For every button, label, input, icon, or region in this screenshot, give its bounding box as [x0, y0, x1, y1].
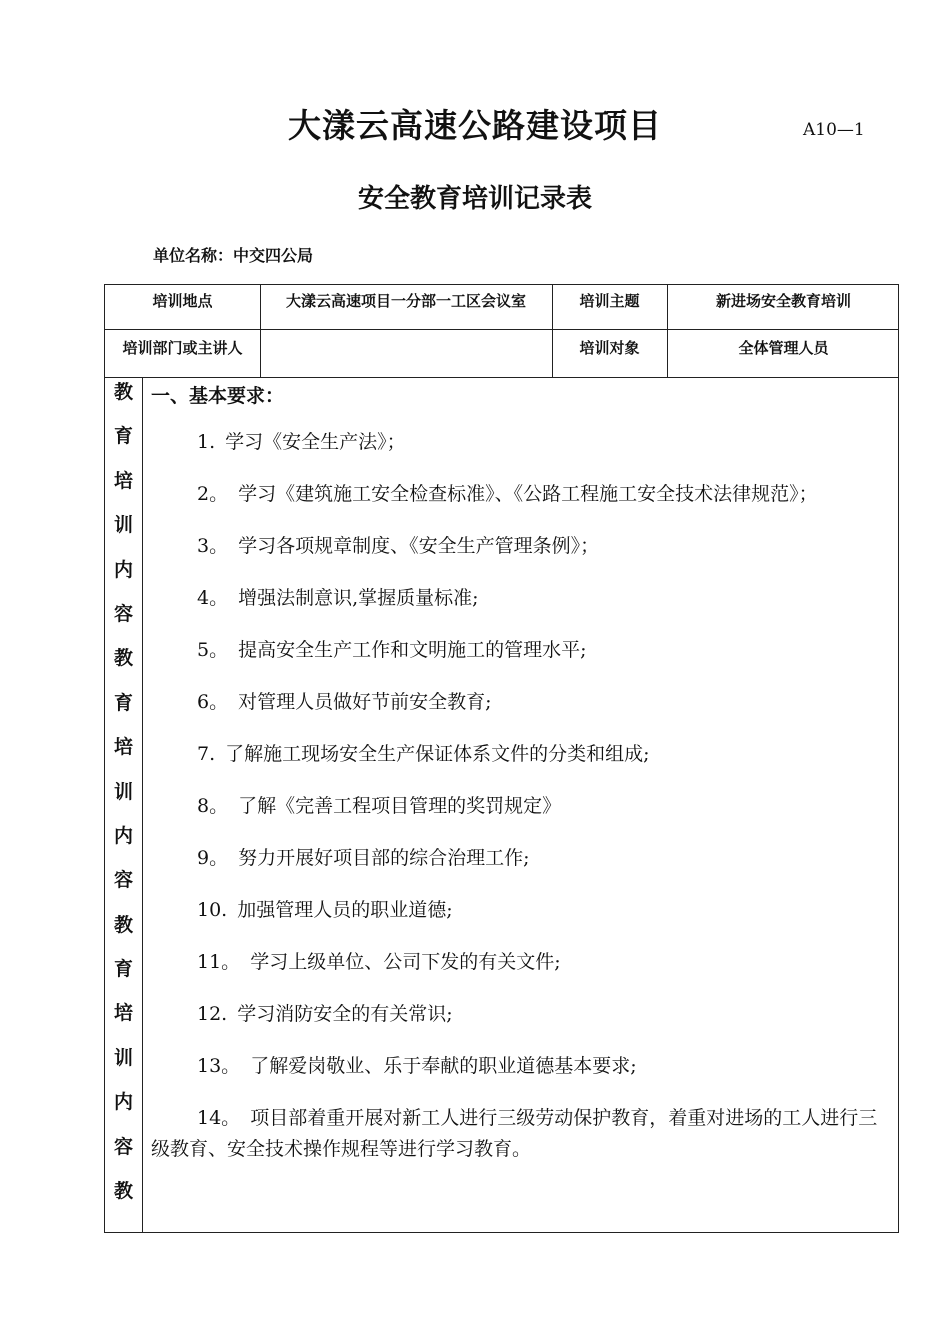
item-text: 努力开展好项目部的综合治理工作;	[238, 847, 530, 869]
item-text: 加强管理人员的职业道德;	[237, 899, 453, 921]
list-item	[151, 427, 893, 458]
side-char: 容	[113, 602, 133, 625]
item-number: 6。	[197, 691, 229, 713]
item-text: 增强法制意识,掌握质量标准;	[238, 587, 479, 609]
training-record-table	[104, 284, 899, 1233]
item-number: 7.	[197, 743, 216, 765]
side-char: 培	[113, 1002, 133, 1025]
item-text: 了解施工现场安全生产保证体系文件的分类和组成;	[225, 743, 650, 765]
side-char: 教	[113, 1180, 133, 1203]
item-number: 11。	[197, 951, 241, 973]
item-number: 1.	[197, 431, 216, 453]
row-divider	[105, 377, 898, 378]
side-char: 内	[113, 824, 133, 847]
list-item	[151, 531, 893, 562]
item-text: 学习各项规章制度、《安全生产管理条例》；	[238, 535, 600, 557]
item-text: 项目部着重开展对新工人进行三级劳动保护教育，着重对进场的工人进行三级教育、安全技术操作规程等进行学习教育。	[151, 1107, 878, 1160]
side-char: 内	[113, 1091, 133, 1114]
item-number: 13。	[197, 1055, 241, 1077]
topic-label: 培训主题	[579, 292, 640, 310]
side-char: 训	[113, 780, 133, 803]
content-heading: 一、基本要求：	[151, 385, 285, 407]
side-char: 容	[113, 1135, 133, 1158]
list-item	[151, 843, 893, 874]
item-text: 了解爱岗敬业、乐于奉献的职业道德基本要求;	[250, 1055, 637, 1077]
side-char: 育	[113, 691, 133, 714]
side-char: 教	[113, 913, 133, 936]
item-text: 学习上级单位、公司下发的有关文件;	[250, 951, 561, 973]
item-text: 了解《完善工程项目管理的奖罚规定》	[238, 795, 562, 817]
list-item	[151, 1103, 893, 1165]
content-side-label	[105, 377, 142, 1220]
document-title: 大漾云高速公路建设项目	[288, 106, 662, 145]
side-char: 训	[113, 514, 133, 537]
location-value: 大漾云高速项目一分部一工区会议室	[285, 292, 526, 310]
item-number: 2。	[197, 483, 229, 505]
item-text: 学习消防安全的有关常识;	[237, 1003, 453, 1025]
side-char: 内	[113, 558, 133, 581]
item-number: 10.	[197, 899, 228, 921]
list-item	[151, 999, 893, 1030]
list-item	[151, 739, 893, 770]
item-number: 4。	[197, 587, 229, 609]
item-text: 学习《安全生产法》；	[225, 431, 406, 453]
list-item	[151, 479, 893, 510]
item-number: 12.	[197, 1003, 228, 1025]
target-label: 培训对象	[579, 339, 640, 357]
department-label: 培训部门或主讲人	[122, 339, 243, 357]
side-char: 教	[113, 381, 133, 403]
topic-value: 新进场安全教育培训	[715, 292, 851, 310]
list-item	[151, 687, 893, 718]
list-item	[151, 791, 893, 822]
list-item	[151, 1051, 893, 1082]
list-item	[151, 583, 893, 614]
list-item	[151, 947, 893, 978]
item-text: 对管理人员做好节前安全教育;	[238, 691, 492, 713]
item-number: 9。	[197, 847, 229, 869]
form-code: A10—1	[803, 120, 865, 140]
side-char: 容	[113, 869, 133, 892]
list-item	[151, 895, 893, 926]
row-divider	[105, 329, 898, 330]
unit-name-line: 单位名称：中交四公局	[153, 246, 314, 265]
target-value: 全体管理人员	[738, 339, 829, 357]
item-number: 5。	[197, 639, 229, 661]
side-char: 育	[113, 425, 133, 448]
side-char: 培	[113, 469, 133, 492]
column-divider	[142, 377, 143, 1232]
item-text: 提高安全生产工作和文明施工的管理水平;	[238, 639, 587, 661]
side-char: 育	[113, 958, 133, 981]
item-text: 学习《建筑施工安全检查标准》、《公路工程施工安全技术法律规范》；	[238, 483, 818, 505]
side-char: 教	[113, 647, 133, 670]
document-subtitle: 安全教育培训记录表	[357, 184, 592, 214]
item-number: 3。	[197, 535, 229, 557]
location-label: 培训地点	[152, 292, 213, 310]
side-char: 训	[113, 1046, 133, 1069]
side-char: 培	[113, 736, 133, 759]
list-item	[151, 635, 893, 666]
requirements-list	[151, 427, 893, 1186]
item-number: 14。	[197, 1107, 241, 1129]
item-number: 8。	[197, 795, 229, 817]
